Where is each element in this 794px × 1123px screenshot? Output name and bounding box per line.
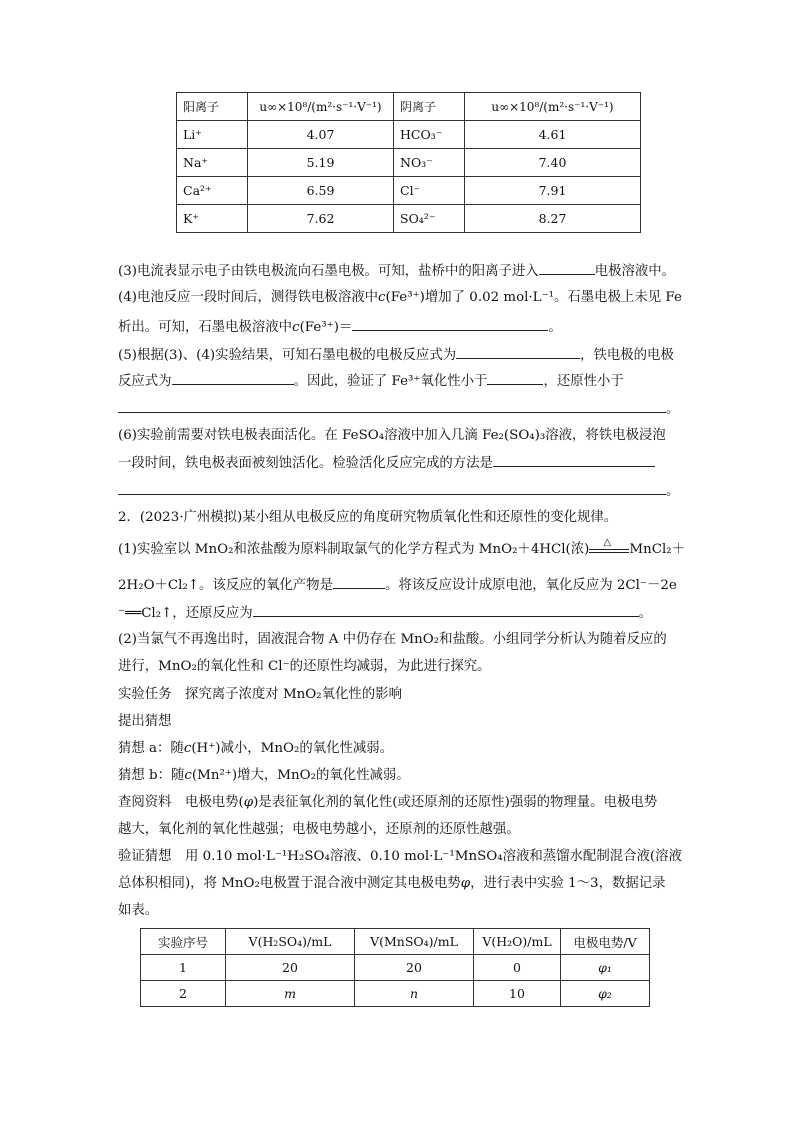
p2-s1-line2 <box>118 574 680 596</box>
question-3 <box>118 260 680 282</box>
answer-blank[interactable] <box>487 370 543 385</box>
q5-text-end: ，铁电极的电极 <box>580 348 674 363</box>
hypothesis-title: 提出猜想 <box>118 714 172 729</box>
ref-text-2: 越大，氧化剂的氧化性越强；电极电势越小，还原剂的还原性越强。 <box>118 822 520 837</box>
hypo-b-text-end: (Mn²⁺)增大，MnO₂的氧化性减弱。 <box>191 768 410 783</box>
concentration-symbol: c <box>184 768 192 783</box>
header-anion: 阴离子 <box>394 93 465 121</box>
verify-text-2-end: ，进行表中实验 1～3，数据记录 <box>470 876 666 891</box>
table-cell: 20 <box>355 955 474 981</box>
answer-blank[interactable] <box>172 370 294 385</box>
table-cell: 7.62 <box>248 205 394 233</box>
table-cell: 2 <box>141 981 226 1007</box>
verify-line2 <box>118 874 680 894</box>
period: 。 <box>666 402 680 417</box>
task-text: 实验任务 探究离子浓度对 MnO₂氧化性的影响 <box>118 687 402 702</box>
table-cell: 8.27 <box>465 205 641 233</box>
question-5-line1 <box>118 344 680 366</box>
p2-s2-line2 <box>118 657 680 677</box>
question-4-line1 <box>118 288 680 308</box>
p2-s1-text-3: ⁻══Cl₂↑，还原反应为 <box>118 606 253 621</box>
p2-s1-line1 <box>118 537 686 560</box>
answer-blank[interactable] <box>118 398 666 413</box>
q5-text-end-2: ，还原性小于 <box>543 374 624 389</box>
table-cell: Cl⁻ <box>394 177 465 205</box>
verify-line1 <box>118 847 680 867</box>
q5-text-2: 反应式为 <box>118 374 172 389</box>
table-row <box>177 177 641 205</box>
period: 。 <box>666 484 680 499</box>
q4-text-end: 增加了 0.02 mol·L⁻¹。石墨电极上未见 Fe <box>424 290 682 305</box>
p2-s2-text: (2)当氯气不再逸出时，固液混合物 A 中仍存在 MnO₂和盐酸。小组同学分析认为随着反应的 <box>118 632 667 647</box>
concentration-symbol: c <box>183 741 192 756</box>
fe3-ion: (Fe³⁺) <box>385 290 425 305</box>
concentration-symbol: c <box>378 290 386 305</box>
hypothesis-a <box>118 739 680 759</box>
q3-text-end: 电极溶液中。 <box>594 264 676 279</box>
verify-text-2: 总体积相同)，将 MnO₂电极置于混合液中测定其电极电势 <box>118 876 461 891</box>
table-cell: SO₄²⁻ <box>394 205 465 233</box>
table-row <box>141 955 650 981</box>
q5-text-mid: 。因此，验证了 Fe³⁺氧化性小于 <box>293 374 488 389</box>
p2-s2-text-2: 进行，MnO₂的氧化性和 Cl⁻的还原性均减弱，为此进行探究。 <box>118 659 491 674</box>
phi-symbol: φ <box>460 876 471 891</box>
table-cell: φ₂ <box>561 981 650 1007</box>
header-cation-mobility: u∞×10⁸/(m²·s⁻¹·V⁻¹) <box>248 93 394 121</box>
problem-2-title-text: 2．(2023·广州模拟)某小组从电极反应的角度研究物质氧化性和还原性的变化规律。 <box>118 510 618 525</box>
reference-line1 <box>118 793 680 813</box>
table-cell: 6.59 <box>248 177 394 205</box>
question-6-line1 <box>118 426 680 446</box>
table-cell: 1 <box>141 955 226 981</box>
fe3-equals: (Fe³⁺)＝ <box>299 320 353 335</box>
header-v-h2so4: V(H₂SO₄)/mL <box>226 929 355 955</box>
q6-text: (6)实验前需要对铁电极表面活化。在 FeSO₄溶液中加入几滴 Fe₂(SO₄)₃溶液，将铁电极浸泡 <box>118 428 666 443</box>
table-cell: m <box>226 981 355 1007</box>
heating-condition-arrow <box>589 537 629 553</box>
q5-text: (5)根据(3)、(4)实验结果，可知石墨电极的电极反应式为 <box>118 348 457 363</box>
period: 。 <box>548 320 562 335</box>
hypothesis-heading <box>118 712 680 732</box>
q4-text: (4)电池反应一段时间后，测得铁电极溶液中 <box>118 290 378 305</box>
ion-mobility-table <box>176 92 641 233</box>
p2-s1-text-end: MnCl₂＋ <box>629 542 686 557</box>
header-exp-no: 实验序号 <box>141 929 226 955</box>
header-anion-mobility: u∞×10⁸/(m²·s⁻¹·V⁻¹) <box>465 93 641 121</box>
p2-s2-line1 <box>118 630 680 650</box>
p2-s1-line3 <box>118 602 680 624</box>
table-cell: Ca²⁺ <box>177 177 248 205</box>
q3-text: (3)电流表显示电子由铁电极流向石墨电极。可知，盐桥中的阳离子进入 <box>118 264 539 279</box>
answer-blank[interactable] <box>352 316 548 331</box>
table-cell: Na⁺ <box>177 149 248 177</box>
question-4-line2 <box>118 316 680 338</box>
period: 。 <box>638 606 653 621</box>
reference-line2 <box>118 820 680 840</box>
table-row <box>177 205 641 233</box>
ref-text: 查阅资料 电极电势( <box>118 795 244 810</box>
experiment-task <box>118 685 680 705</box>
table-cell: 7.40 <box>465 149 641 177</box>
table-cell: Li⁺ <box>177 121 248 149</box>
p2-s1-text-2: 2H₂O＋Cl₂↑。该反应的氧化产物是 <box>118 578 333 593</box>
phi-symbol: φ <box>243 795 254 810</box>
verify-text-3: 如表。 <box>118 903 159 918</box>
header-v-h2o: V(H₂O)/mL <box>474 929 561 955</box>
ref-text-end: )是表征氧化剂的氧化性(或还原剂的还原性)强弱的物理量。电极电势 <box>253 795 658 810</box>
table-cell: NO₃⁻ <box>394 149 465 177</box>
p2-s1-text-2-end: 。将该反应设计成原电池，氧化反应为 2Cl⁻－2e <box>384 578 677 593</box>
table-cell: K⁺ <box>177 205 248 233</box>
table-header-row <box>141 929 650 955</box>
table-cell: 20 <box>226 955 355 981</box>
answer-blank[interactable] <box>539 260 595 275</box>
question-5-line2 <box>118 370 680 392</box>
table-cell: 4.07 <box>248 121 394 149</box>
problem-2-title <box>118 508 680 528</box>
heat-triangle-icon: △ <box>603 537 612 548</box>
table-cell: n <box>355 981 474 1007</box>
p2-s1-text: (1)实验室以 MnO₂和浓盐酸为原料制取氯气的化学方程式为 MnO₂＋4HCl(浓) <box>118 542 590 557</box>
hypo-a-text: 猜想 a：随 <box>118 741 184 756</box>
table-header-row <box>177 93 641 121</box>
question-6-line3 <box>118 480 680 502</box>
table-cell: HCO₃⁻ <box>394 121 465 149</box>
question-6-line2 <box>118 452 680 474</box>
answer-blank[interactable] <box>253 602 639 617</box>
table-row <box>177 121 641 149</box>
table-cell: 5.19 <box>248 149 394 177</box>
table-cell: 7.91 <box>465 177 641 205</box>
hypo-a-text-end: (H⁺)减小，MnO₂的氧化性减弱。 <box>191 741 394 756</box>
concentration-symbol: c <box>292 320 300 335</box>
table-cell: 4.61 <box>465 121 641 149</box>
verify-text: 验证猜想 用 0.10 mol·L⁻¹H₂SO₄溶液、0.10 mol·L⁻¹MnSO₄溶液和蒸馏水配制混合液(溶液 <box>118 849 682 864</box>
verify-line3 <box>118 901 680 921</box>
header-potential: 电极电势/V <box>561 929 650 955</box>
q6-text-2: 一段时间，铁电极表面被刻蚀活化。检验活化反应完成的方法是 <box>118 456 493 471</box>
header-cation: 阳离子 <box>177 93 248 121</box>
answer-blank[interactable] <box>456 344 580 359</box>
table-cell: 0 <box>474 955 561 981</box>
table-row <box>177 149 641 177</box>
answer-blank[interactable] <box>118 480 666 495</box>
table-cell: φ₁ <box>561 955 650 981</box>
q4-text-2: 析出。可知，石墨电极溶液中 <box>118 320 293 335</box>
table-row <box>141 981 650 1007</box>
question-5-line3 <box>118 398 680 420</box>
answer-blank[interactable] <box>333 574 385 589</box>
table-cell: 10 <box>474 981 561 1007</box>
hypothesis-b <box>118 766 680 786</box>
answer-blank[interactable] <box>493 452 655 467</box>
header-v-mnso4: V(MnSO₄)/mL <box>355 929 474 955</box>
experiment-table <box>140 928 650 1007</box>
hypo-b-text: 猜想 b：随 <box>118 768 185 783</box>
